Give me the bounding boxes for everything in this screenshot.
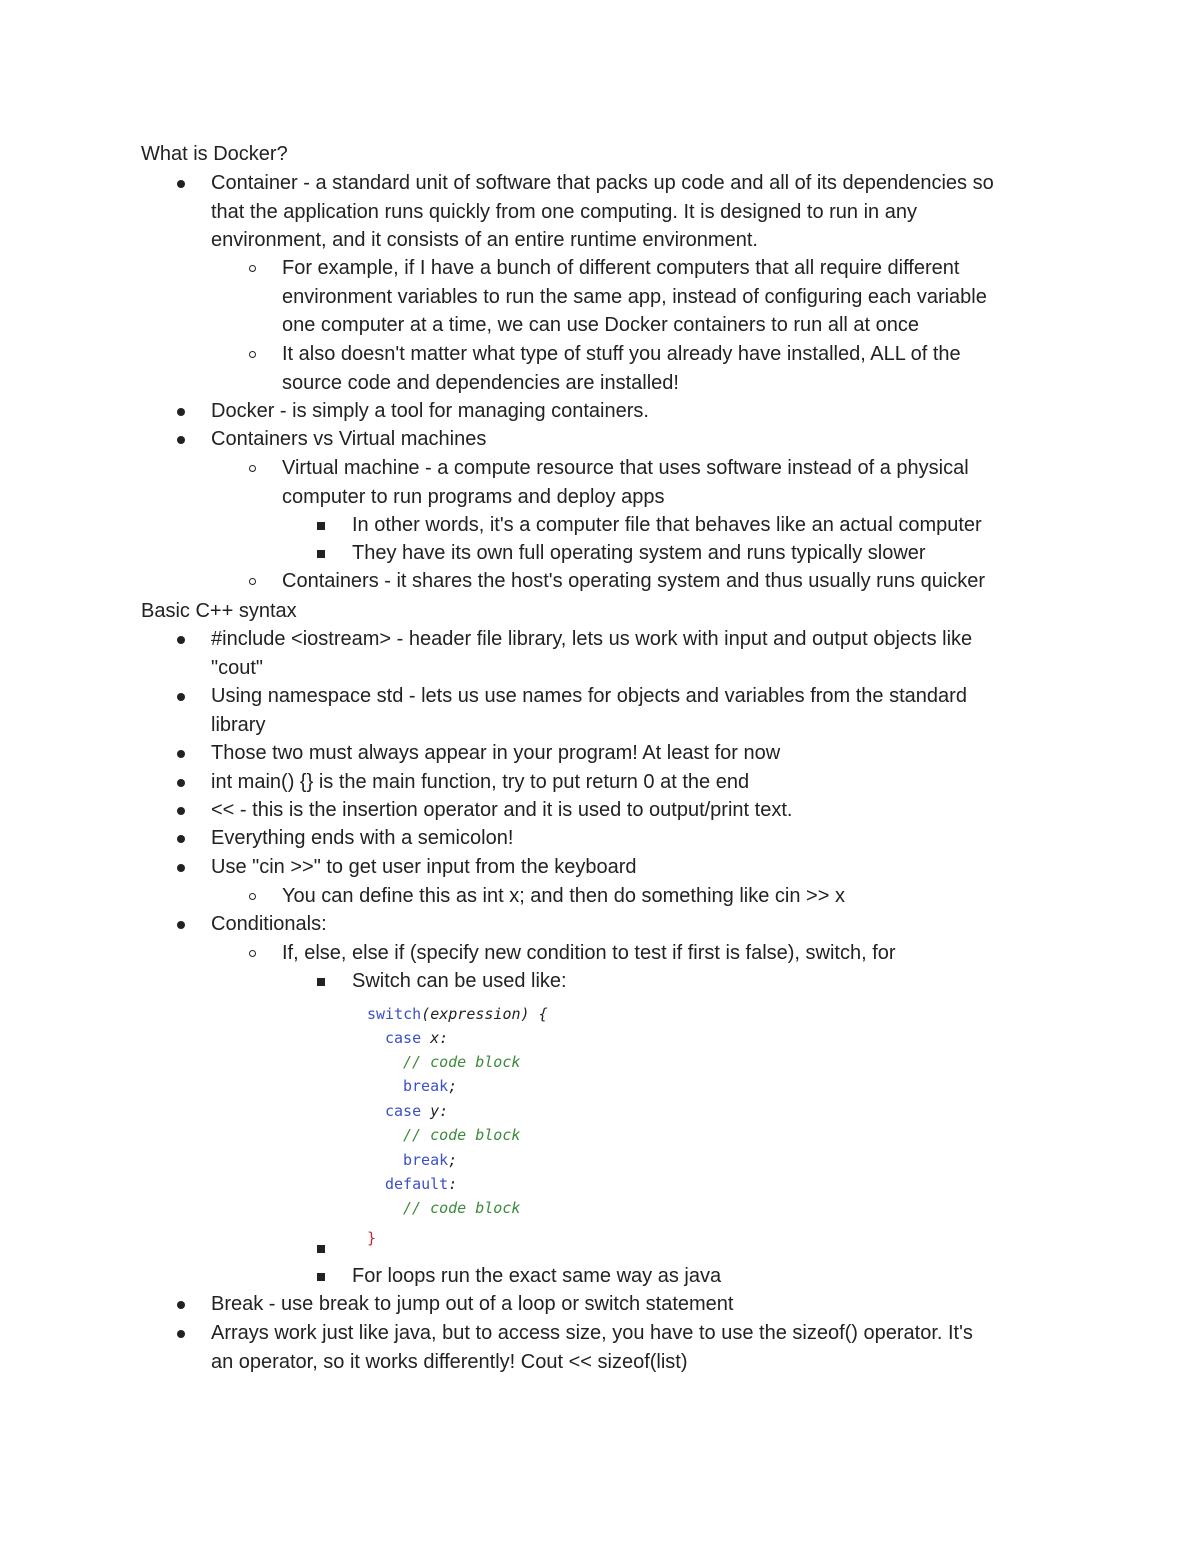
code-keyword: break (403, 1151, 449, 1169)
code-brace: } (367, 1229, 377, 1247)
code-text: x: (421, 1029, 449, 1047)
bullet-disc-icon (177, 864, 185, 872)
code-line-case-x (385, 1028, 448, 1048)
text-line: computer to run programs and deploy apps (282, 485, 665, 508)
text-line: one computer at a time, we can use Docker containers to run all at once (282, 314, 920, 336)
code-line-comment (403, 1198, 520, 1218)
bullet-disc-icon (177, 636, 185, 644)
bullet-square-icon (317, 1245, 325, 1253)
text-line: Virtual machine - a compute resource that uses software instead of a physical (282, 457, 969, 479)
list-item-cin-define: You can define this as int x; and then do something like cin >> x (282, 885, 845, 907)
code-text: : (448, 1175, 458, 1193)
bullet-square-icon (317, 522, 325, 530)
bullet-disc-icon (177, 750, 185, 758)
bullet-disc-icon (177, 921, 185, 929)
list-item-containers-vs-vm: Containers vs Virtual machines (211, 428, 487, 450)
text-line: source code and dependencies are installed! (282, 371, 679, 394)
list-item-semicolon: Everything ends with a semicolon! (211, 827, 514, 849)
bullet-disc-icon (177, 408, 185, 416)
list-item-for-loops: For loops run the exact same way as java (352, 1265, 722, 1287)
switch-code-snippet (367, 1004, 567, 1254)
code-line-break (403, 1150, 457, 1170)
bullet-disc-icon (177, 693, 185, 701)
list-item-conditionals: Conditionals: (211, 913, 327, 935)
code-line-comment (403, 1125, 520, 1145)
code-comment: // code block (403, 1199, 521, 1217)
text-line: Container - a standard unit of software that packs up code and all of its dependencies so (211, 172, 994, 194)
bullet-disc-icon (177, 835, 185, 843)
bullet-disc-icon (177, 1301, 185, 1309)
code-text: ; (448, 1151, 458, 1169)
code-keyword: case (385, 1102, 422, 1120)
code-text: y: (421, 1102, 449, 1120)
list-item-two-must: Those two must always appear in your program! At least for now (211, 742, 781, 764)
code-keyword: switch (367, 1005, 422, 1023)
text-line: an operator, so it works differently! Cout << sizeof(list) (211, 1350, 688, 1373)
list-item-arrays (211, 1319, 973, 1376)
code-line-default (385, 1174, 457, 1194)
bullet-disc-icon (177, 436, 185, 444)
code-keyword: break (403, 1077, 449, 1095)
list-item-break: Break - use break to jump out of a loop or switch statement (211, 1293, 734, 1315)
bullet-square-icon (317, 550, 325, 558)
bullet-disc-icon (177, 807, 185, 815)
bullet-circle-icon (249, 578, 256, 585)
list-item-include (211, 625, 972, 682)
bullet-circle-icon (249, 265, 256, 272)
list-item-installed (282, 340, 961, 397)
bullet-circle-icon (249, 893, 256, 900)
text-line: library (211, 713, 266, 736)
bullet-disc-icon (177, 180, 185, 188)
list-item-virtual-machine (282, 454, 969, 511)
list-item-insertion-operator: << - this is the insertion operator and it is used to output/print text. (211, 799, 793, 821)
list-item-docker-tool: Docker - is simply a tool for managing containers. (211, 400, 649, 422)
code-line-switch (367, 1004, 548, 1024)
text-line: #include <iostream> - header file library, lets us work with input and output objects like (211, 628, 973, 650)
code-comment: // code block (403, 1053, 521, 1071)
list-item-conditional-types: If, else, else if (specify new condition to test if first is false), switch, for (282, 942, 896, 964)
text-line: that the application runs quickly from one computing. It is designed to run in any (211, 200, 917, 223)
bullet-circle-icon (249, 351, 256, 358)
list-item-containers-share: Containers - it shares the host's operating system and thus usually runs quicker (282, 570, 986, 592)
text-line: For example, if I have a bunch of different computers that all require different (282, 257, 960, 279)
code-line-case-y (385, 1101, 448, 1121)
list-item-container (211, 169, 994, 255)
list-item-other-words: In other words, it's a computer file that behaves like an actual computer (352, 514, 982, 536)
bullet-disc-icon (177, 779, 185, 787)
code-line-comment (403, 1052, 520, 1072)
code-line-close (367, 1228, 376, 1248)
code-text: (expression) { (421, 1005, 548, 1023)
text-line: environment variables to run the same app, instead of configuring each variable (282, 285, 987, 308)
text-line: "cout" (211, 656, 264, 679)
code-line-break (403, 1076, 457, 1096)
code-text: ; (448, 1077, 458, 1095)
heading-basic-cpp-syntax: Basic C++ syntax (141, 600, 297, 622)
heading-what-is-docker: What is Docker? (141, 143, 288, 165)
bullet-circle-icon (249, 465, 256, 472)
list-item-main-function: int main() {} is the main function, try to put return 0 at the end (211, 771, 750, 793)
code-keyword: default (385, 1175, 449, 1193)
bullet-circle-icon (249, 950, 256, 957)
text-line: Using namespace std - lets us use names for objects and variables from the standard (211, 685, 967, 707)
text-line: Arrays work just like java, but to access size, you have to use the sizeof() operator. It's (211, 1322, 973, 1344)
list-item-own-os: They have its own full operating system and runs typically slower (352, 542, 926, 564)
bullet-square-icon (317, 978, 325, 986)
code-keyword: case (385, 1029, 422, 1047)
bullet-square-icon (317, 1273, 325, 1281)
list-item-example (282, 254, 987, 340)
list-item-switch-usage: Switch can be used like: (352, 970, 567, 992)
list-item-cin: Use "cin >>" to get user input from the keyboard (211, 856, 637, 878)
text-line: It also doesn't matter what type of stuff you already have installed, ALL of the (282, 343, 961, 365)
bullet-disc-icon (177, 1330, 185, 1338)
code-comment: // code block (403, 1126, 521, 1144)
text-line: environment, and it consists of an entire runtime environment. (211, 229, 758, 251)
list-item-namespace (211, 682, 967, 739)
